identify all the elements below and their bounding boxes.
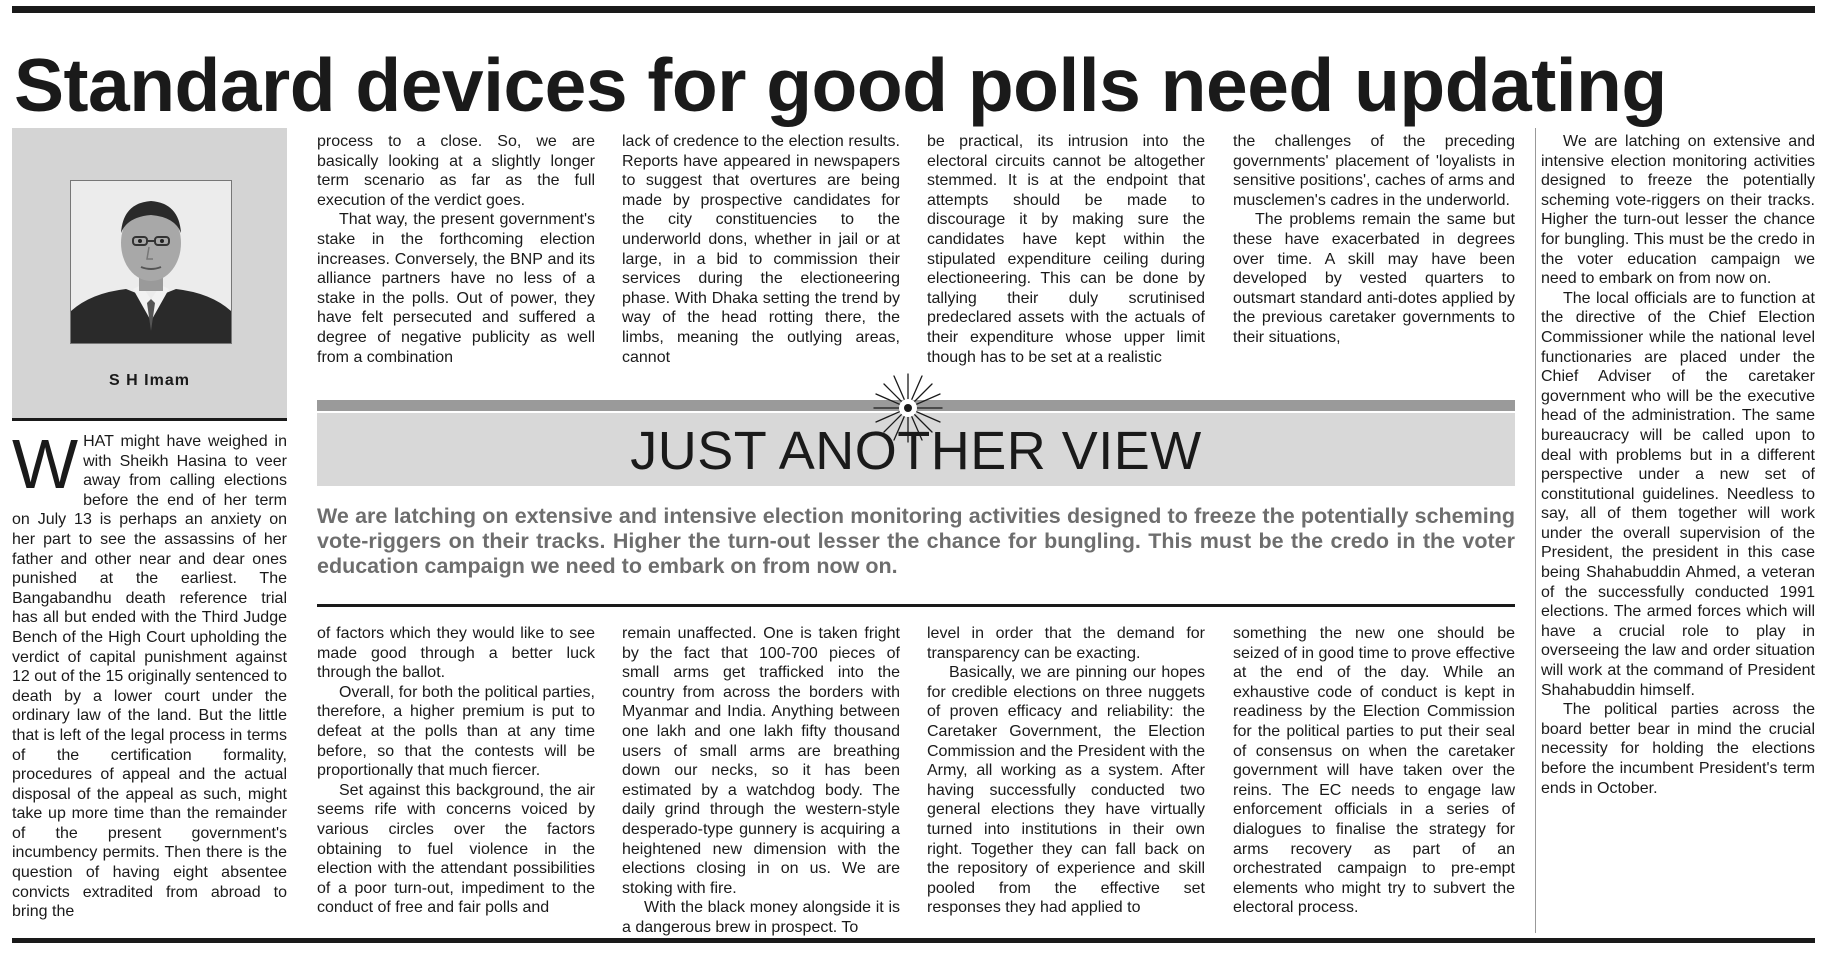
- paragraph: lack of credence to the election results. Reports have appeared in newspapers to suggest that overtures are being made by prospective candidates for the city constituencies to the underworld dons, whether in jail or at large, in a bid to commission their services during the electioneering phase. With Dhaka setting the trend by way of the head rotting there, the limbs, meaning the outlying areas, cannot: [622, 133, 900, 366]
- paragraph: remain unaffected. One is taken fright by the fact that 100-700 pieces of small arms get trafficked into the country from across the borders with Myanmar and India. Anything between one lakh and one lakh fifty thousand users of small arms are breathing down our necks, so it has been estimated by a watchdog body. The daily grind through the western-style desperado-type gunnery is acquiring a heightened new dimension with the elections closing in on us. We are stoking with fire.: [622, 625, 900, 897]
- paragraph: Set against this background, the air seems rife with concerns voiced by various circles over the factors obtaining to fuel violence in the election with the attendant possibilities of a poor turn-out, impediment to the conduct of free and fair polls and: [317, 781, 595, 917]
- column-5-bottom: [1233, 624, 1515, 918]
- column-separator: [1535, 128, 1536, 933]
- column-2-top: [317, 132, 595, 367]
- column-3-bottom: [622, 624, 900, 938]
- column-4-top: [927, 132, 1205, 367]
- bottom-rule: [12, 938, 1815, 943]
- section-box-divider: [317, 604, 1515, 607]
- paragraph-text: HAT might have weighed in with Sheikh Hasina to veer away from calling elections before the end of her term on July 13 is perhaps an anxiety on her part to see the assassins of her father and other near and dear ones punished at the earliest. The Bangabandhu death reference trial has all but ended with the Third Judge Bench of the High Court upholding the verdict of capital punishment against 12 out of the 15 originally sentenced to death by a lower court under the ordinary law of the land. But the little that is left of the legal process in terms of the certification formality, procedures of appeal and the actual disposal of the appeal as such, might take up more time than the remainder of the present government's incumbency permits. Then there is the question of having eight absentee convicts extradited from abroad to bring the: [12, 433, 287, 921]
- paragraph: of factors which they would like to see made good through a better luck through the ballot.: [317, 625, 595, 682]
- paragraph: The political parties across the board better bear in mind the crucial necessity for holding the elections before the incumbent President's term ends in October.: [1541, 701, 1815, 797]
- paragraph: process to a close. So, we are basically looking at a slightly longer term scenario as far as the full execution of the verdict goes.: [317, 133, 595, 209]
- paragraph: With the black money alongside it is a dangerous brew in prospect. To: [622, 899, 900, 936]
- column-5-top: [1233, 132, 1515, 348]
- column-1: [12, 425, 287, 922]
- author-box: [12, 128, 287, 421]
- column-4-bottom: [927, 624, 1205, 918]
- paragraph: level in order that the demand for transparency can be exacting.: [927, 625, 1205, 662]
- byline: S H Imam: [109, 372, 190, 389]
- paragraph: Basically, we are pinning our hopes for credible elections on three nuggets of proven efficacy and reliability: the Caretaker Government, the Election Commission and the President with the Army, all working as a system. After having successfully conducted two general elections they have virtually turned into institutions in their own right. Together they can fall back on the repository of experience and skill pooled from the effective set responses they had applied to: [927, 664, 1205, 917]
- column-3-top: [622, 132, 900, 367]
- top-rule: [12, 6, 1815, 13]
- paragraph: That way, the present government's stake in the forthcoming election increases. Conversely, the BNP and its alliance partners have no less of a stake in the polls. Out of power, they have felt persecuted and suffered a degree of negative publicity as well from a combination: [317, 211, 595, 366]
- paragraph: be practical, its intrusion into the electoral circuits cannot be altogether stemmed. It is at the endpoint that attempts should be made to discourage it by making sure the candidates have kept within the stipulated expenditure ceiling during electioneering. This can be done by tallying their duly scrutinised predeclared assets with the actuals of their expenditure whose upper limit though has to be set at a realistic: [927, 133, 1205, 366]
- paragraph: the challenges of the preceding governments' placement of 'loyalists in sensitive positions', caches of arms and musclemen's cadres in the underworld.: [1233, 133, 1515, 209]
- paragraph: [12, 425, 287, 922]
- pullquote: We are latching on extensive and intensive election monitoring activities designed to freeze the potentially scheming vote-riggers on their tracks. Higher the turn-out lesser the chance for bungling. This must be the credo in the voter education campaign we need to embark on from now on.: [317, 504, 1515, 578]
- starburst-icon: [872, 372, 944, 444]
- paragraph: something the new one should be seized of in good time to prove effective at the end of the day. While an exhaustive code of conduct is kept in readiness by the Election Commission for the political parties to put their seal of consensus on when the caretaker government will have taken over the reins. The EC needs to engage law enforcement officials in a series of dialogues to finalise the strategy for arms recovery as part of an orchestrated campaign to pre-empt elements who might try to subvert the electoral process.: [1233, 625, 1515, 917]
- author-photo: [70, 180, 232, 344]
- drop-cap: W: [12, 425, 79, 503]
- paragraph: Overall, for both the political parties, therefore, a higher premium is put to defeat at the polls than at any time before, so that the contests will be proportionally that much fiercer.: [317, 683, 595, 780]
- paragraph: The local officials are to function at the directive of the Chief Election Commissioner while the national level functionaries are placed under the Chief Adviser of the caretaker government who will be the executive head of the administration. The same bureaucracy will be called upon to deal with problems but in a different perspective under a new set of constitutional guidelines. Needless to say, all of them together will work under the overall supervision of the President, the president in this case being Shahabuddin Ahmed, a veteran of the successfully conducted 1991 elections. The armed forces which will have a crucial role to play in overseeing the law and order situation will work at the command of President Shahabuddin himself.: [1541, 289, 1815, 699]
- section-box-title: JUST ANOTHER VIEW: [630, 421, 1202, 481]
- paragraph: We are latching on extensive and intensive election monitoring activities designed to freeze the potentially scheming vote-riggers on their tracks. Higher the turn-out lesser the chance for bungling. This must be the credo in the voter education campaign we need to embark on from now on.: [1541, 133, 1815, 288]
- paragraph: The problems remain the same but these have exacerbated in degrees over time. A skill may have been developed by vested quarters to outsmart standard anti-dotes applied by the previous caretaker governments to their situations,: [1233, 211, 1515, 346]
- column-6: [1541, 132, 1815, 798]
- column-2-bottom: [317, 624, 595, 918]
- portrait-image: [71, 181, 231, 343]
- headline: Standard devices for good polls need updating: [14, 43, 1667, 127]
